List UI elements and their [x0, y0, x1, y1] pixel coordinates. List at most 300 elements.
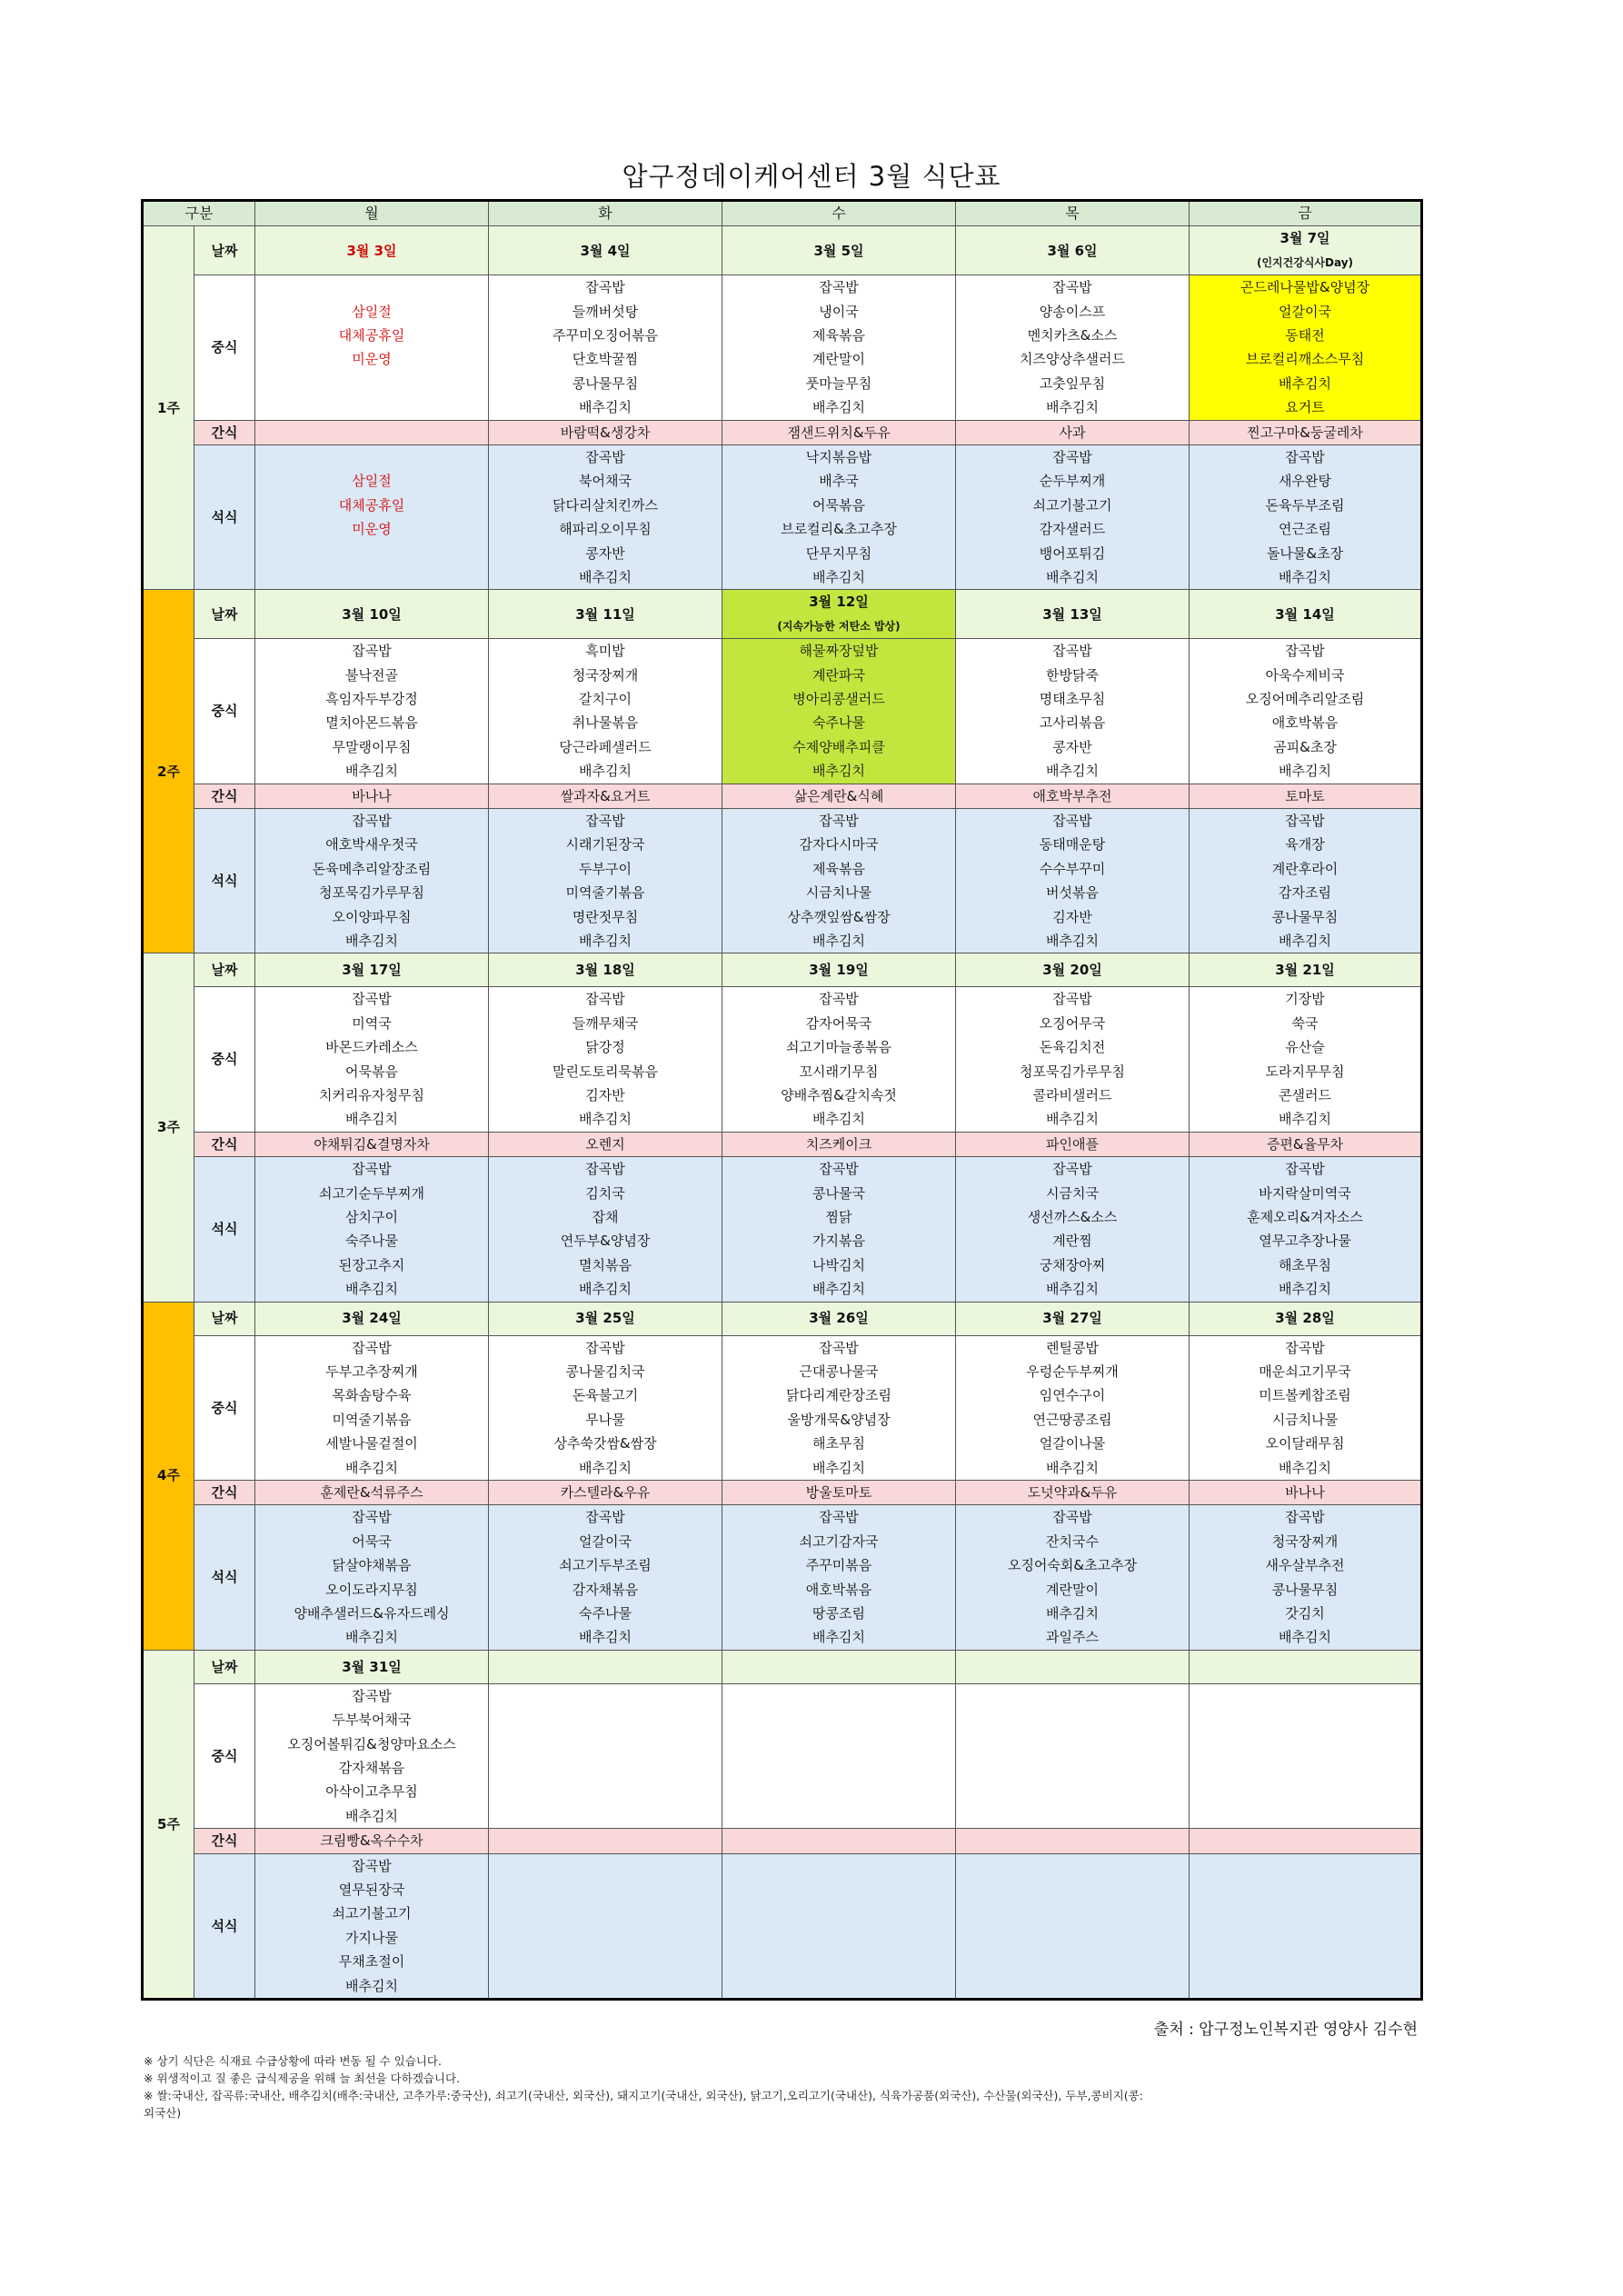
menu-item: 배추김치: [345, 1459, 398, 1476]
menu-item: [1190, 1926, 1420, 1950]
menu-item: 잡곡밥: [352, 1161, 392, 1178]
dinner-row: [143, 445, 1422, 590]
menu-item: 잡곡밥: [585, 813, 625, 830]
menu-item: 배추김치: [579, 1111, 632, 1128]
menu-item: [489, 1854, 722, 1878]
snack-cell: 오렌지: [489, 1132, 722, 1156]
menu-item: 무채초절이: [338, 1953, 405, 1971]
lunch-cell: [956, 1683, 1190, 1828]
menu-item: [489, 1974, 722, 1998]
menu-item: 청국장찌개: [1271, 1532, 1339, 1550]
menu-item: 배추김치: [1046, 1281, 1099, 1298]
date-text: 3월 24일: [342, 1310, 402, 1327]
menu-item: [1190, 1902, 1420, 1925]
menu-item: 미트볼케찹조림: [1259, 1387, 1351, 1404]
date-cell: [489, 590, 722, 639]
menu-item: 잡곡밥: [819, 991, 859, 1008]
lunch-cell: [722, 987, 956, 1132]
menu-item: 잡곡밥: [1285, 813, 1325, 830]
menu-item: 배추김치: [579, 1459, 632, 1476]
menu-item: 배추김치: [1279, 1111, 1331, 1128]
menu-item: 멸치아몬드볶음: [325, 714, 418, 732]
date-cell: [956, 1302, 1190, 1335]
menu-item: 상추쑥갓쌈&쌈장: [553, 1435, 657, 1452]
dinner-cell: [255, 809, 489, 953]
menu-item: 잡채: [592, 1209, 619, 1225]
lunch-label: 중식: [194, 1683, 255, 1828]
menu-item: 청포묵김가루무침: [1020, 1063, 1125, 1080]
menu-item: 배추김치: [812, 1281, 865, 1298]
lunch-cell: [489, 275, 722, 420]
date-row: [143, 590, 1422, 639]
dinner-cell: [489, 445, 722, 590]
date-text: 3월 10일: [342, 605, 402, 623]
header-row: [143, 201, 1422, 226]
menu-item: 된장고추지: [338, 1256, 405, 1273]
dinner-cell: [255, 445, 489, 590]
menu-item: [255, 395, 488, 419]
menu-item: 나박김치: [812, 1256, 865, 1273]
date-cell: [489, 1650, 722, 1683]
dinner-cell: [956, 809, 1190, 953]
menu-item: 미역국: [352, 1014, 392, 1032]
dinner-cell: [255, 1505, 489, 1650]
menu-item: 콩자반: [585, 544, 625, 562]
menu-item: [255, 565, 488, 589]
menu-item: 배추김치: [812, 1111, 865, 1128]
menu-item: 배추국: [819, 473, 859, 490]
menu-item: 한방닭죽: [1046, 666, 1099, 684]
menu-item: [1190, 1804, 1420, 1828]
lunch-row: [143, 275, 1422, 420]
menu-item: 계란말이: [812, 351, 865, 368]
menu-item: [722, 1854, 955, 1878]
menu-item: 수제양배추피클: [792, 738, 885, 755]
date-text: 3월 14일: [1275, 605, 1335, 623]
menu-item: 명태초무침: [1039, 691, 1106, 708]
date-row: [143, 1650, 1422, 1683]
menu-item: [489, 1732, 722, 1756]
week-label: 4주: [143, 1302, 194, 1650]
menu-item: 오징어무국: [1039, 1014, 1106, 1032]
date-row: [143, 226, 1422, 275]
date-cell: [956, 1650, 1190, 1683]
snack-row: [143, 1829, 1422, 1853]
menu-item: [722, 1878, 955, 1902]
lunch-cell: [255, 639, 489, 784]
menu-item: 해파리오이무침: [559, 521, 652, 538]
date-text: 3월 28일: [1275, 1310, 1335, 1327]
week-label: 2주: [143, 590, 194, 953]
menu-item: 멘치카츠&소스: [1027, 327, 1118, 344]
menu-item: [489, 1804, 722, 1828]
menu-item: 감자다시마국: [799, 836, 879, 854]
menu-item: 배추김치: [1279, 932, 1331, 949]
snack-cell: 크림빵&옥수수차: [255, 1829, 489, 1853]
menu-item: 배추김치: [1046, 1604, 1099, 1622]
dinner-row: [143, 809, 1422, 953]
date-text: 3월 6일: [1047, 242, 1098, 259]
menu-item: 뱅어포튀김: [1039, 544, 1106, 562]
menu-item: [722, 1732, 955, 1756]
menu-item: 고사리볶음: [1039, 714, 1106, 732]
menu-item: 단무지무침: [805, 544, 872, 562]
menu-item: [956, 1780, 1189, 1803]
menu-item: 어묵볶음: [812, 496, 865, 514]
dinner-cell: [1190, 1505, 1422, 1650]
dinner-cell: [489, 1157, 722, 1302]
menu-item: 쇠고기순두부찌개: [319, 1184, 424, 1202]
dinner-label: 석식: [194, 1505, 255, 1650]
menu-item: [255, 445, 488, 469]
menu-item: [956, 1684, 1189, 1708]
date-text: 3월 26일: [809, 1310, 869, 1327]
menu-item: 기장밥: [1285, 991, 1325, 1008]
menu-item: 시금치나물: [1271, 1411, 1339, 1428]
menu-item: [956, 1732, 1189, 1756]
header-day-fri: 금: [1190, 201, 1422, 226]
menu-item: 불낙전골: [345, 666, 398, 684]
menu-item: 잡곡밥: [1052, 1509, 1092, 1526]
snack-label: 간식: [194, 1829, 255, 1853]
date-cell: [489, 226, 722, 275]
menu-item: 숙주나물: [579, 1604, 632, 1622]
lunch-row: [143, 1683, 1422, 1828]
menu-item: 치커리유자청무침: [319, 1086, 424, 1103]
menu-item: [255, 372, 488, 395]
menu-item: 단호박꿀찜: [572, 351, 639, 368]
menu-item: 배추김치: [1046, 1111, 1099, 1128]
menu-item: 배추김치: [812, 932, 865, 949]
snack-cell: 사과: [956, 420, 1190, 444]
notes-section: [144, 2052, 1416, 2121]
menu-item: 열무된장국: [338, 1881, 405, 1898]
menu-item: 잡곡밥: [1052, 643, 1092, 660]
menu-item: 닭다리계란장조림: [786, 1387, 891, 1404]
menu-item: 명란젓무침: [572, 908, 639, 925]
dinner-row: [143, 1505, 1422, 1650]
lunch-cell: [956, 1335, 1190, 1480]
menu-item: 해초무침: [812, 1435, 865, 1452]
menu-item: 갓김치: [1285, 1604, 1325, 1622]
snack-cell: 야채튀김&결명자차: [255, 1132, 489, 1156]
menu-item: 삼치구이: [345, 1209, 398, 1225]
menu-item: 잡곡밥: [819, 279, 859, 296]
menu-item: 새우완탕: [1279, 473, 1331, 490]
menu-item: 가지볶음: [812, 1233, 865, 1250]
date-text: 3월 19일: [809, 962, 869, 979]
menu-item: 감자채볶음: [572, 1581, 639, 1598]
snack-cell: 파인애플: [956, 1132, 1190, 1156]
dinner-label: 석식: [194, 1157, 255, 1302]
menu-item: 오이도라지무침: [325, 1581, 418, 1598]
snack-row: [143, 1132, 1422, 1156]
menu-item: 주꾸미오징어볶음: [553, 327, 658, 344]
menu-item: 배추김치: [812, 1459, 865, 1476]
menu-item: 삼일절: [352, 473, 392, 490]
snack-cell: [1190, 1829, 1422, 1853]
dinner-cell: [1190, 1157, 1422, 1302]
date-cell: [255, 1650, 489, 1683]
menu-item: 땅콩조림: [812, 1604, 865, 1622]
snack-cell: 찐고구마&둥굴레차: [1190, 420, 1422, 444]
menu-item: 잡곡밥: [352, 1857, 392, 1874]
menu-item: [1190, 1878, 1420, 1902]
lunch-label: 중식: [194, 987, 255, 1132]
menu-item: 렌틸콩밥: [1046, 1339, 1099, 1356]
lunch-cell: [489, 639, 722, 784]
snack-cell: 치즈케이크: [722, 1132, 956, 1156]
date-cell: [1190, 953, 1422, 987]
source-credit: 출처 : 압구정노인복지관 영양사 김수현: [1153, 2021, 1418, 2039]
menu-item: 얼갈이국: [579, 1532, 632, 1550]
menu-item: [956, 1878, 1189, 1902]
menu-item: 양배추찜&갈치속젓: [781, 1086, 897, 1103]
menu-item: [489, 1684, 722, 1708]
snack-row: [143, 420, 1422, 444]
date-cell: [722, 1302, 956, 1335]
menu-item: 배추김치: [345, 1977, 398, 1994]
menu-item: 브로컬리&초고추장: [781, 521, 897, 538]
date-cell: [1190, 1650, 1422, 1683]
menu-item: 애호박새우젓국: [325, 836, 418, 854]
lunch-cell: [1190, 275, 1422, 420]
menu-item: 어묵볶음: [345, 1063, 398, 1080]
menu-item: 잡곡밥: [819, 1161, 859, 1178]
menu-item: 콩나물국: [812, 1184, 865, 1202]
menu-item: [489, 1950, 722, 1973]
date-cell: [489, 1302, 722, 1335]
menu-item: [489, 1878, 722, 1902]
menu-item: 연두부&양념장: [560, 1233, 651, 1250]
menu-item: 제육볶음: [812, 860, 865, 877]
menu-item: 오징어볼튀김&청양마요소스: [287, 1735, 456, 1752]
menu-item: [489, 1708, 722, 1732]
lunch-cell: [1190, 1335, 1422, 1480]
lunch-cell: [255, 987, 489, 1132]
lunch-cell: [255, 1335, 489, 1480]
menu-item: 배추김치: [1279, 1459, 1331, 1476]
menu-item: 잡곡밥: [352, 1687, 392, 1704]
note-line: ※ 쌀:국내산, 잡곡류:국내산, 배추김치(배추:국내산, 고추가루:중국산), 쇠고기(국내산, 외국산), 돼지고기(국내산, 외국산), 닭고기,오리고기(국내산), 식육가공품(외국산), 수산물(외국산), 두부,콩비지(콩:: [144, 2089, 1143, 2102]
menu-item: 유산슬: [1285, 1039, 1325, 1056]
menu-item: 양송이스프: [1039, 303, 1106, 320]
dinner-label: 석식: [194, 809, 255, 953]
date-label: 날짜: [194, 1302, 255, 1335]
snack-cell: 바나나: [255, 784, 489, 808]
menu-item: 곤드레나물밥&양념장: [1240, 279, 1370, 296]
menu-item: 훈제오리&겨자소스: [1247, 1209, 1363, 1225]
date-text: 3월 12일: [809, 594, 869, 611]
menu-item: [722, 1926, 955, 1950]
menu-item: 배추김치: [1279, 1281, 1331, 1298]
menu-item: [1190, 1732, 1420, 1756]
menu-item: 잡곡밥: [352, 643, 392, 660]
date-row: [143, 1302, 1422, 1335]
dinner-cell: [956, 1157, 1190, 1302]
menu-item: [255, 275, 488, 299]
date-cell: [722, 590, 956, 639]
week-label: 3주: [143, 953, 194, 1302]
menu-item: 애호박볶음: [805, 1581, 872, 1598]
menu-item: 쇠고기불고기: [1032, 496, 1112, 514]
lunch-cell: [1190, 639, 1422, 784]
lunch-label: 중식: [194, 639, 255, 784]
snack-cell: 훈제란&석류주스: [255, 1480, 489, 1504]
menu-item: [1190, 1684, 1420, 1708]
menu-item: 콘샐러드: [1279, 1086, 1331, 1103]
menu-item: 잡곡밥: [585, 449, 625, 466]
snack-cell: 바나나: [1190, 1480, 1422, 1504]
menu-item: 쇠고기감자국: [799, 1532, 879, 1550]
menu-item: 김자반: [585, 1086, 625, 1103]
menu-item: 오이달래무침: [1265, 1435, 1345, 1452]
menu-item: 들깨무채국: [572, 1014, 639, 1032]
header-day-tue: 화: [489, 201, 722, 226]
menu-item: 쇠고기불고기: [332, 1905, 412, 1922]
menu-item: 무말랭이무침: [332, 738, 412, 755]
date-label: 날짜: [194, 226, 255, 275]
lunch-cell: [255, 1683, 489, 1828]
snack-label: 간식: [194, 784, 255, 808]
menu-item: 세발나물겉절이: [325, 1435, 418, 1452]
menu-item: 잡곡밥: [352, 991, 392, 1008]
lunch-cell: [722, 275, 956, 420]
menu-item: 배추김치: [1279, 1629, 1331, 1646]
menu-item: 잡곡밥: [1285, 1509, 1325, 1526]
menu-item: 계란찜: [1052, 1233, 1092, 1250]
snack-row: [143, 1480, 1422, 1504]
menu-item: 잡곡밥: [819, 1509, 859, 1526]
menu-item: 오이양파무침: [332, 908, 412, 925]
snack-cell: 바람떡&생강차: [489, 420, 722, 444]
snack-row: [143, 784, 1422, 808]
menu-item: 들깨버섯탕: [572, 303, 639, 320]
lunch-cell: [722, 1335, 956, 1480]
menu-item: 상추깻잎쌈&쌈장: [787, 908, 891, 925]
date-cell: [1190, 1302, 1422, 1335]
dinner-row: [143, 1853, 1422, 1999]
menu-item: 감자조림: [1279, 884, 1331, 902]
lunch-cell: [489, 987, 722, 1132]
menu-item: 과일주스: [1046, 1629, 1099, 1646]
menu-item: [489, 1756, 722, 1780]
menu-item: 잡곡밥: [1052, 991, 1092, 1008]
date-text: 3월 11일: [575, 605, 635, 623]
menu-item: 매운쇠고기무국: [1259, 1363, 1351, 1380]
menu-item: 배추김치: [812, 568, 865, 585]
menu-item: 배추김치: [1279, 568, 1331, 585]
snack-cell: 증편&율무차: [1190, 1132, 1422, 1156]
menu-item: [722, 1780, 955, 1803]
lunch-cell: [1190, 987, 1422, 1132]
date-label: 날짜: [194, 590, 255, 639]
lunch-cell: [722, 1683, 956, 1828]
menu-item: 돌나물&초장: [1266, 544, 1344, 562]
dinner-row: [143, 1157, 1422, 1302]
menu-item: 두부구이: [579, 860, 632, 877]
menu-item: 배추김치: [1046, 399, 1099, 416]
lunch-label: 중식: [194, 275, 255, 420]
menu-item: 배추김치: [1279, 374, 1331, 392]
menu-item: 갈치구이: [579, 691, 632, 708]
date-cell: [489, 953, 722, 987]
menu-item: 냉이국: [819, 303, 859, 320]
menu-item: 대체공휴일: [338, 327, 405, 344]
menu-item: 배추김치: [345, 1281, 398, 1298]
menu-item: 미역줄기볶음: [565, 884, 645, 902]
menu-item: 배추김치: [579, 399, 632, 416]
snack-cell: 토마토: [1190, 784, 1422, 808]
menu-item: 쇠고기두부조림: [559, 1557, 652, 1574]
menu-item: [1190, 1950, 1420, 1973]
date-text: 3월 27일: [1042, 1310, 1102, 1327]
snack-cell: [722, 1829, 956, 1853]
menu-item: 해초무침: [1279, 1256, 1331, 1273]
menu-item: 잡곡밥: [352, 1509, 392, 1526]
date-cell: [722, 953, 956, 987]
menu-item: 동태전: [1285, 327, 1325, 344]
menu-item: [722, 1974, 955, 1998]
date-label: 날짜: [194, 953, 255, 987]
menu-item: 계란파국: [812, 666, 865, 684]
menu-item: 병아리콩샐러드: [792, 691, 885, 708]
menu-item: 두부고추장찌개: [325, 1363, 418, 1380]
menu-item: 연근조림: [1279, 521, 1331, 538]
menu-item: 숙주나물: [345, 1233, 398, 1250]
menu-item: 우렁순두부찌개: [1026, 1363, 1119, 1380]
menu-item: 궁채장아찌: [1039, 1256, 1106, 1273]
menu-item: 풋마늘무침: [805, 374, 872, 392]
menu-item: [956, 1902, 1189, 1925]
menu-item: [956, 1974, 1189, 1998]
menu-item: [1190, 1974, 1420, 1998]
dinner-cell: [722, 809, 956, 953]
menu-item: 잡곡밥: [1052, 279, 1092, 296]
snack-cell: 잼샌드위치&두유: [722, 420, 956, 444]
menu-item: 콩나물무침: [572, 374, 639, 392]
menu-item: [956, 1950, 1189, 1973]
menu-item: 말린도토리묵볶음: [553, 1063, 658, 1080]
menu-item: [956, 1804, 1189, 1828]
menu-item: 어묵국: [352, 1532, 392, 1550]
menu-item: 아욱수제비국: [1265, 666, 1345, 684]
menu-item: 청국장찌개: [572, 666, 639, 684]
menu-item: 배추김치: [345, 763, 398, 780]
menu-item: [956, 1756, 1189, 1780]
menu-item: 감자채볶음: [338, 1759, 405, 1776]
lunch-cell: [956, 639, 1190, 784]
menu-item: 돈육김치전: [1039, 1039, 1106, 1056]
menu-item: 청포묵김가루무침: [319, 884, 424, 902]
menu-item: 배추김치: [812, 763, 865, 780]
menu-item: 배추김치: [579, 1629, 632, 1646]
menu-item: 미운영: [352, 351, 392, 368]
header-day-wed: 수: [722, 201, 956, 226]
menu-item: 근대콩나물국: [799, 1363, 879, 1380]
menu-body: [143, 226, 1422, 2000]
date-subtitle: (인지건강식사Day): [1256, 255, 1354, 269]
menu-item: 북어채국: [579, 473, 632, 490]
menu-item: 시금치나물: [805, 884, 872, 902]
header-gubun: 구분: [143, 201, 255, 226]
menu-item: 목화솜탕수육: [332, 1387, 412, 1404]
menu-item: 잡곡밥: [352, 813, 392, 830]
dinner-cell: [255, 1157, 489, 1302]
menu-item: 감자어묵국: [805, 1014, 872, 1032]
menu-item: 얼갈이나물: [1039, 1435, 1106, 1452]
menu-item: [956, 1926, 1189, 1950]
